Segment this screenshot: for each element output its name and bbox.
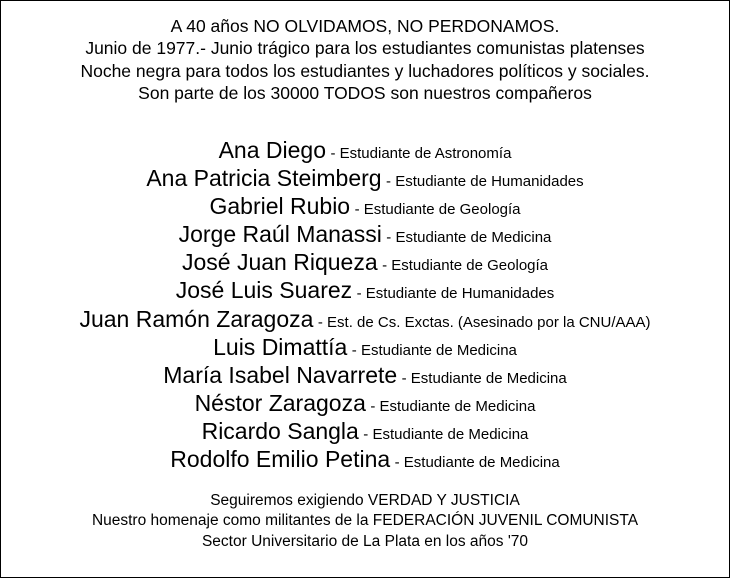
footer-line-2: Nuestro homenaje como militantes de la FEDERACIÓN JUVENIL COMUNISTA <box>91 512 639 530</box>
intro-line-1: A 40 años NO OLVIDAMOS, NO PERDONAMOS. <box>170 16 560 36</box>
person-description: - Estudiante de Medicina <box>363 425 529 443</box>
footer-text <box>0 491 730 552</box>
person-description: - Estudiante de Medicina <box>386 229 552 247</box>
person-description: - Estudiante de Medicina <box>401 369 567 387</box>
list-item <box>0 445 730 473</box>
list-item <box>0 389 730 417</box>
footer-line-3: Sector Universitario de La Plata en los años '70 <box>201 532 529 550</box>
person-name: José Luis Suarez <box>175 277 353 304</box>
person-name: Ana Diego <box>218 137 327 163</box>
names-list <box>0 136 730 473</box>
list-item <box>0 192 730 220</box>
person-description: - Estudiante de Medicina <box>394 454 560 472</box>
person-description: - Est. de Cs. Exctas. (Asesinado por la CNU/AAA) <box>317 313 651 331</box>
person-name: Gabriel Rubio <box>209 193 351 220</box>
person-description: - Estudiante de Medicina <box>370 397 536 415</box>
person-name: Rodolfo Emilio Petina <box>170 446 391 473</box>
intro-line-4: Son parte de los 30000 TODOS son nuestros compañeros <box>138 82 592 103</box>
list-item <box>0 276 730 304</box>
person-name: Ricardo Sangla <box>201 417 359 444</box>
list-item <box>0 361 730 389</box>
list-item <box>0 305 730 333</box>
person-name: María Isabel Navarrete <box>163 361 398 388</box>
intro-line-3: Noche negra para todos los estudiantes y luchadores políticos y sociales. <box>80 60 650 81</box>
list-item <box>0 417 730 445</box>
person-name: Juan Ramón Zaragoza <box>79 305 314 332</box>
person-name: Luis Dimattía <box>213 333 348 360</box>
footer-line-1: Seguiremos exigiendo VERDAD Y JUSTICIA <box>210 492 520 509</box>
person-description: - Estudiante de Geología <box>354 201 521 219</box>
person-name: Ana Patricia Steimberg <box>146 165 382 192</box>
person-name: Jorge Raúl Manassi <box>178 221 382 248</box>
list-item <box>0 136 730 164</box>
person-description: - Estudiante de Humanidades <box>386 173 584 191</box>
person-description: - Estudiante de Medicina <box>351 341 517 359</box>
person-description: - Estudiante de Geología <box>382 257 549 275</box>
list-item <box>0 220 730 248</box>
intro-text <box>0 15 730 104</box>
person-description: - Estudiante de Astronomía <box>330 145 512 162</box>
intro-line-2: Junio de 1977.- Junio trágico para los estudiantes comunistas platenses <box>85 38 645 59</box>
person-name: José Juan Riqueza <box>181 249 378 276</box>
person-name: Néstor Zaragoza <box>194 389 366 416</box>
list-item <box>0 164 730 192</box>
list-item <box>0 248 730 276</box>
list-item <box>0 333 730 361</box>
person-description: - Estudiante de Humanidades <box>356 285 555 303</box>
